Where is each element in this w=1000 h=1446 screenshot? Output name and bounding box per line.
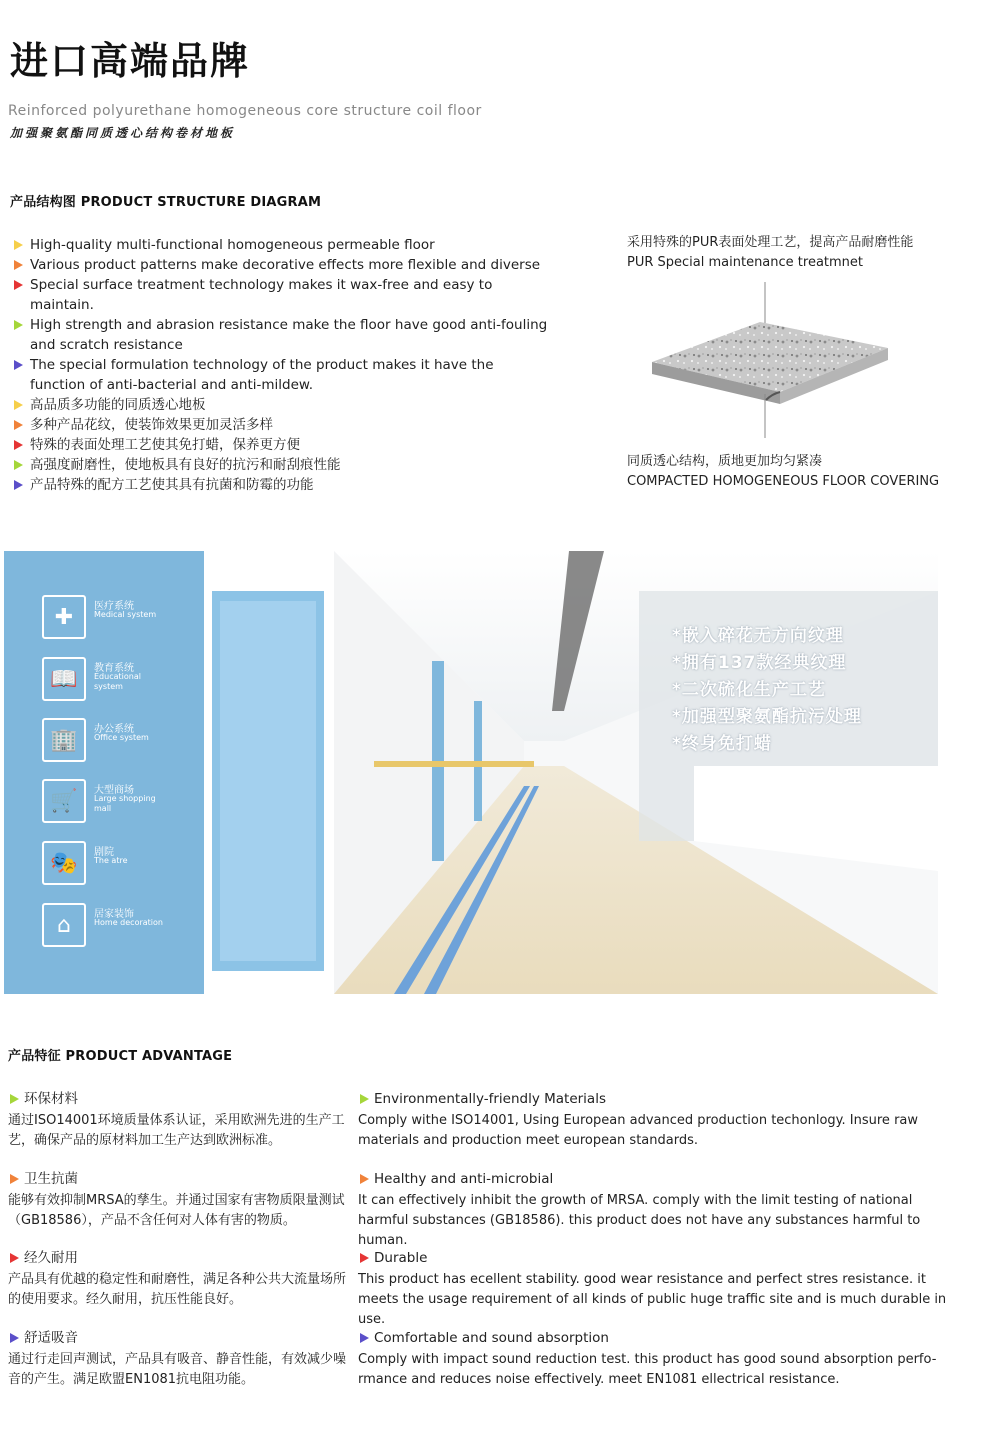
bullet-text: Various product patterns make decorative effects more flexible and diverse [30,257,541,273]
sector-label-cn: 办公系统 [94,724,134,735]
advantage-item-cn [8,1249,348,1310]
bullet-text: High strength and abrasion resistance make the floor have good anti-fouling and scratch resistance [30,317,548,353]
sector-label-en: Educational system [94,672,141,691]
feature-line: *终身免打蜡 [672,734,772,754]
advantage-title-cn [8,1090,348,1109]
sector-item [42,841,152,887]
page-title: 进口高端品牌 [10,39,251,83]
bullet-item [12,395,552,415]
hospital-corridor-image [4,551,938,994]
advantage-title-cn [8,1170,348,1189]
advantage-title-text: Durable [374,1250,428,1266]
advantage-title-text: Environmentally-friendly Materials [374,1091,606,1107]
bullet-triangle-icon [14,420,23,430]
advantage-body-en: It can effectively inhibit the growth of MRSA. comply with the limit testing of national harmful substances (GB18586). this product does not have any substances harmful to human. [358,1193,921,1248]
advantage-body-cn: 能够有效抑制MRSA的孳生。并通过国家有害物质限量测试（GB18586），产品不含任何对人体有害的物质。 [8,1193,345,1228]
bullet-text: 产品特殊的配方工艺使其具有抗菌和防霉的功能 [30,477,314,493]
advantage-title-cn [8,1249,348,1268]
subtitle-chinese: 加强聚氨酯同质透心结构卷材地板 [10,126,236,140]
bullet-triangle-icon [14,460,23,470]
bullet-text: High-quality multi-functional homogeneous permeable floor [30,237,435,253]
bullet-triangle-icon [10,1333,19,1343]
feature-line: *二次硫化生产工艺 [672,680,826,700]
sector-label-en: Large shopping mall [94,794,156,813]
bullet-triangle-icon [14,400,23,410]
diagram-top-caption [627,233,967,273]
diagram-top-caption-en: PUR Special maintenance treatmnet [627,255,864,270]
sector-item [42,779,156,825]
sector-item [42,718,152,764]
shopping-cart-icon: 🛒 [42,779,86,823]
advantage-title-text: 环保材料 [24,1091,78,1107]
structure-section-title: 产品结构图 PRODUCT STRUCTURE DIAGRAM [10,195,322,210]
structure-bullets-cn [12,395,552,495]
feature-line: *嵌入碎花无方向纹理 [672,626,844,646]
sector-label-en: Home decoration [94,918,163,927]
advantage-item-en [358,1170,958,1251]
advantage-item-en [358,1090,958,1151]
bullet-text: 多种产品花纹，使装饰效果更加灵活多样 [30,417,273,433]
bullet-triangle-icon [360,1094,369,1104]
bullet-triangle-icon [14,360,23,370]
advantage-title-en [358,1090,958,1109]
sector-label-en: Medical system [94,610,157,619]
bullet-item [12,435,552,455]
bullet-item [12,475,552,495]
bullet-triangle-icon [14,260,23,270]
diagram-bottom-caption-en: COMPACTED HOMOGENEOUS FLOOR COVERING [627,474,940,489]
bullet-text: 高强度耐磨性，使地板具有良好的抗污和耐刮痕性能 [30,457,341,473]
sector-item [42,595,157,641]
bullet-triangle-icon [360,1333,369,1343]
theater-icon: 🎭 [42,841,86,885]
bullet-triangle-icon [14,280,23,290]
sector-item [42,657,152,703]
advantage-title-en [358,1170,958,1189]
bullet-text: The special formulation technology of the product makes it have the function of anti-bacterial and anti-mildew. [30,357,494,393]
advantage-item-cn [8,1170,348,1231]
advantage-item-cn [8,1329,348,1390]
bullet-triangle-icon [14,240,23,250]
advantage-body-en: Comply withe ISO14001, Using European advanced production techonlogy. Insure raw materials and production meet european standards. [358,1113,919,1148]
bullet-triangle-icon [360,1253,369,1263]
advantage-title-en [358,1249,958,1268]
bullet-item [12,355,552,395]
sector-label-cn: 剧院 [94,847,114,858]
feature-line: *拥有137款经典纹理 [672,653,847,673]
bullet-triangle-icon [10,1094,19,1104]
open-book-icon: 📖 [42,657,86,701]
advantage-section-title: 产品特征 PRODUCT ADVANTAGE [8,1049,233,1064]
bullet-triangle-icon [14,320,23,330]
advantage-title-en [358,1329,958,1348]
advantage-title-text: Healthy and anti-microbial [374,1171,554,1187]
bullet-item [12,235,552,255]
bullet-triangle-icon [14,440,23,450]
diagram-bottom-caption [627,452,967,492]
sector-label-cn: 教育系统 [94,663,134,674]
bullet-triangle-icon [14,480,23,490]
advantage-body-cn: 产品具有优越的稳定性和耐磨性，满足各种公共大流量场所的使用要求。经久耐用，抗压性能良好。 [8,1272,347,1307]
bullet-item [12,275,552,315]
house-icon: ⌂ [42,903,86,947]
diagram-top-caption-cn: 采用特殊的PUR表面处理工艺，提高产品耐磨性能 [627,235,914,250]
advantage-title-text: 经久耐用 [24,1250,78,1266]
advantage-item-en [358,1249,958,1330]
subtitle-english: Reinforced polyurethane homogeneous core structure coil floor [8,103,482,119]
floor-structure-diagram [640,282,900,442]
feature-line: *加强型聚氨酯抗污处理 [672,707,862,727]
office-building-icon: 🏢 [42,718,86,762]
bullet-item [12,415,552,435]
advantage-body-cn: 通过行走回声测试，产品具有吸音、静音性能，有效减少噪音的产生。满足欧盟EN1081抗电阻功能。 [8,1352,347,1387]
sector-label-cn: 居家装饰 [94,909,134,920]
medical-cross-icon: ✚ [42,595,86,639]
feature-highlights [672,623,862,758]
sector-label-en: The atre [94,856,128,865]
advantage-title-text: 卫生抗菌 [24,1171,78,1187]
advantage-title-text: Comfortable and sound absorption [374,1330,609,1346]
sector-label-cn: 医疗系统 [94,601,134,612]
bullet-item [12,315,552,355]
bullet-text: 高品质多功能的同质透心地板 [30,397,206,413]
bullet-text: Special surface treatment technology makes it wax-free and easy to maintain. [30,277,493,313]
advantage-item-cn [8,1090,348,1151]
bullet-triangle-icon [360,1174,369,1184]
advantage-body-cn: 通过ISO14001环境质量体系认证，采用欧洲先进的生产工艺，确保产品的原材料加工生产达到欧洲标准。 [8,1113,345,1148]
advantage-item-en [358,1329,958,1390]
bullet-item [12,255,552,275]
bullet-text: 特殊的表面处理工艺使其免打蜡，保养更方便 [30,437,300,453]
advantage-body-en: Comply with impact sound reduction test. this product has good sound absorption perfo-rmance and reduces noise effectively. meet EN1081 ellectrical resistance. [358,1352,937,1387]
sector-item [42,903,163,949]
advantage-title-text: 舒适吸音 [24,1330,78,1346]
advantage-title-cn [8,1329,348,1348]
bullet-item [12,455,552,475]
sector-label-en: Office system [94,733,149,742]
bullet-triangle-icon [10,1174,19,1184]
bullet-triangle-icon [10,1253,19,1263]
sector-label-cn: 大型商场 [94,785,134,796]
advantage-body-en: This product has ecellent stability. good wear resistance and perfect stres resistance. it meets the usage requirement of all kinds of public huge traffic site and is much durable in use. [358,1272,947,1327]
diagram-bottom-caption-cn: 同质透心结构，质地更加均匀紧凑 [627,454,823,469]
structure-bullets-en [12,235,552,395]
